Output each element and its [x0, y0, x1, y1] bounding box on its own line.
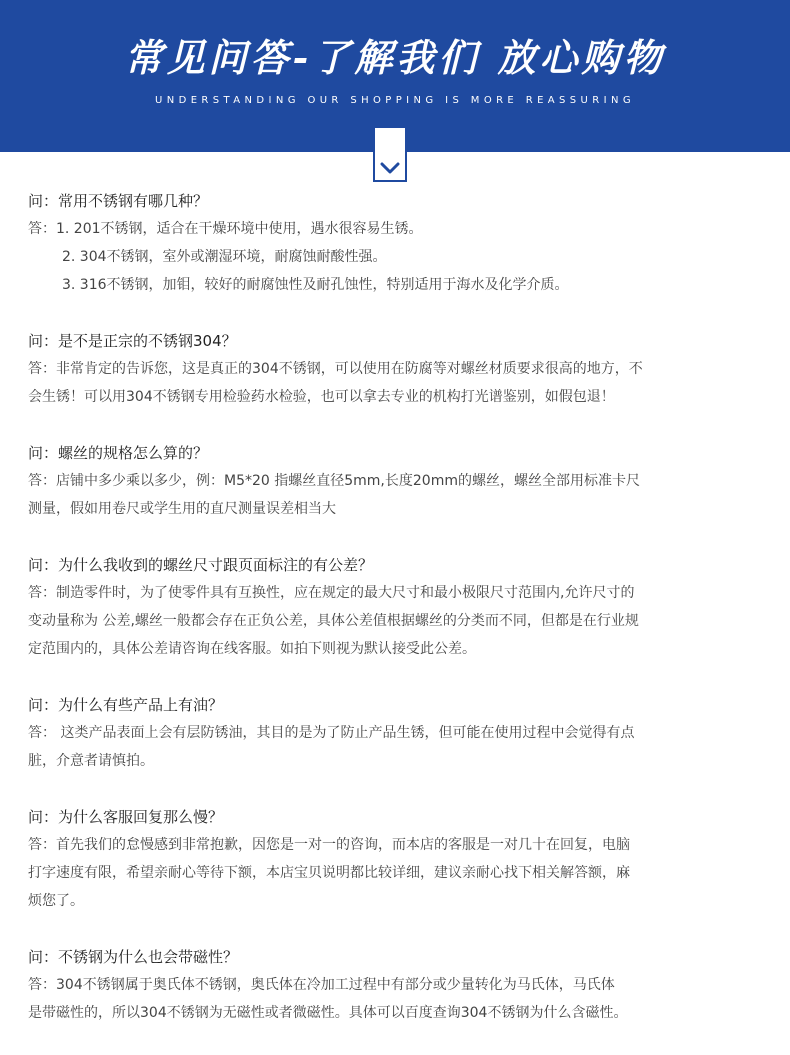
faq-answer	[28, 215, 748, 299]
faq-item	[28, 691, 748, 775]
answer-line: 2. 304不锈钢，室外或潮湿环境，耐腐蚀耐酸性强。	[62, 249, 387, 265]
answer-line: 会生锈！可以用304不锈钢专用检验药水检验，也可以拿去专业的机构打光谱鉴别，如假包退！	[28, 389, 615, 405]
scroll-down-box	[373, 126, 407, 182]
answer-line: 变动量称为 公差,螺丝一般都会存在正负公差，具体公差值根据螺丝的分类而不同，但都是在行业规	[28, 613, 639, 629]
faq-question: 问：为什么客服回复那么慢？	[28, 808, 224, 826]
answer-line: 答：非常肯定的告诉您，这是真正的304不锈钢，可以使用在防腐等对螺丝材质要求很高的地方，不	[28, 361, 643, 377]
faq-item	[28, 943, 748, 1027]
faq-question: 问：螺丝的规格怎么算的？	[28, 444, 209, 462]
answer-line: 答：制造零件时，为了使零件具有互换性，应在规定的最大尺寸和最小极限尺寸范围内,允许尺寸的	[28, 585, 635, 601]
faq-question: 问：是不是正宗的不锈钢304？	[28, 332, 237, 350]
answer-line: 烦您了。	[28, 893, 84, 909]
faq-item	[28, 551, 748, 663]
faq-answer	[28, 579, 748, 663]
answer-line: 打字速度有限，希望亲耐心等待下额，本店宝贝说明都比较详细，建议亲耐心找下相关解答额，麻	[28, 865, 630, 881]
faq-question: 问：为什么我收到的螺丝尺寸跟页面标注的有公差？	[28, 556, 374, 574]
answer-line: 答：1. 201不锈钢，适合在干燥环境中使用，遇水很容易生锈。	[28, 221, 423, 237]
faq-item	[28, 803, 748, 915]
answer-line: 脏，介意者请慎拍。	[28, 753, 154, 769]
answer-line: 3. 316不锈钢，加钼，较好的耐腐蚀性及耐孔蚀性，特别适用于海水及化学介质。	[62, 277, 569, 293]
faq-question: 问：常用不锈钢有哪几种？	[28, 192, 209, 210]
chevron-down-icon	[380, 162, 400, 174]
answer-line: 定范围内的，具体公差请咨询在线客服。如拍下则视为默认接受此公差。	[28, 641, 476, 657]
banner-subtitle: UNDERSTANDING OUR SHOPPING IS MORE REASSURING	[155, 95, 635, 106]
faq-answer	[28, 971, 748, 1027]
faq-question: 问：不锈钢为什么也会带磁性？	[28, 948, 239, 966]
faq-answer	[28, 467, 748, 523]
answer-line: 是带磁性的，所以304不锈钢为无磁性或者微磁性。具体可以百度查询304不锈钢为什么含磁性。	[28, 1005, 628, 1021]
faq-item	[28, 327, 748, 411]
answer-line: 答：首先我们的怠慢感到非常抱歉，因您是一对一的咨询，而本店的客服是一对几十在回复，电脑	[28, 837, 630, 853]
answer-line: 测量，假如用卷尺或学生用的直尺测量误差相当大	[28, 501, 336, 517]
answer-line: 答： 这类产品表面上会有层防锈油，其目的是为了防止产品生锈，但可能在使用过程中会觉得有点	[28, 725, 635, 741]
faq-list	[28, 187, 748, 1055]
faq-item	[28, 187, 748, 299]
answer-line: 答：304不锈钢属于奥氏体不锈钢，奥氏体在冷加工过程中有部分或少量转化为马氏体，马氏体	[28, 977, 615, 993]
faq-answer	[28, 355, 748, 411]
faq-question: 问：为什么有些产品上有油？	[28, 696, 224, 714]
header-banner	[0, 0, 790, 152]
faq-answer	[28, 719, 748, 775]
faq-answer	[28, 831, 748, 915]
answer-line: 答：店铺中多少乘以多少，例：M5*20 指螺丝直径5mm,长度20mm的螺丝，螺丝全部用标准卡尺	[28, 473, 640, 489]
banner-title: 常见问答-了解我们 放心购物	[124, 35, 666, 80]
faq-item	[28, 439, 748, 523]
